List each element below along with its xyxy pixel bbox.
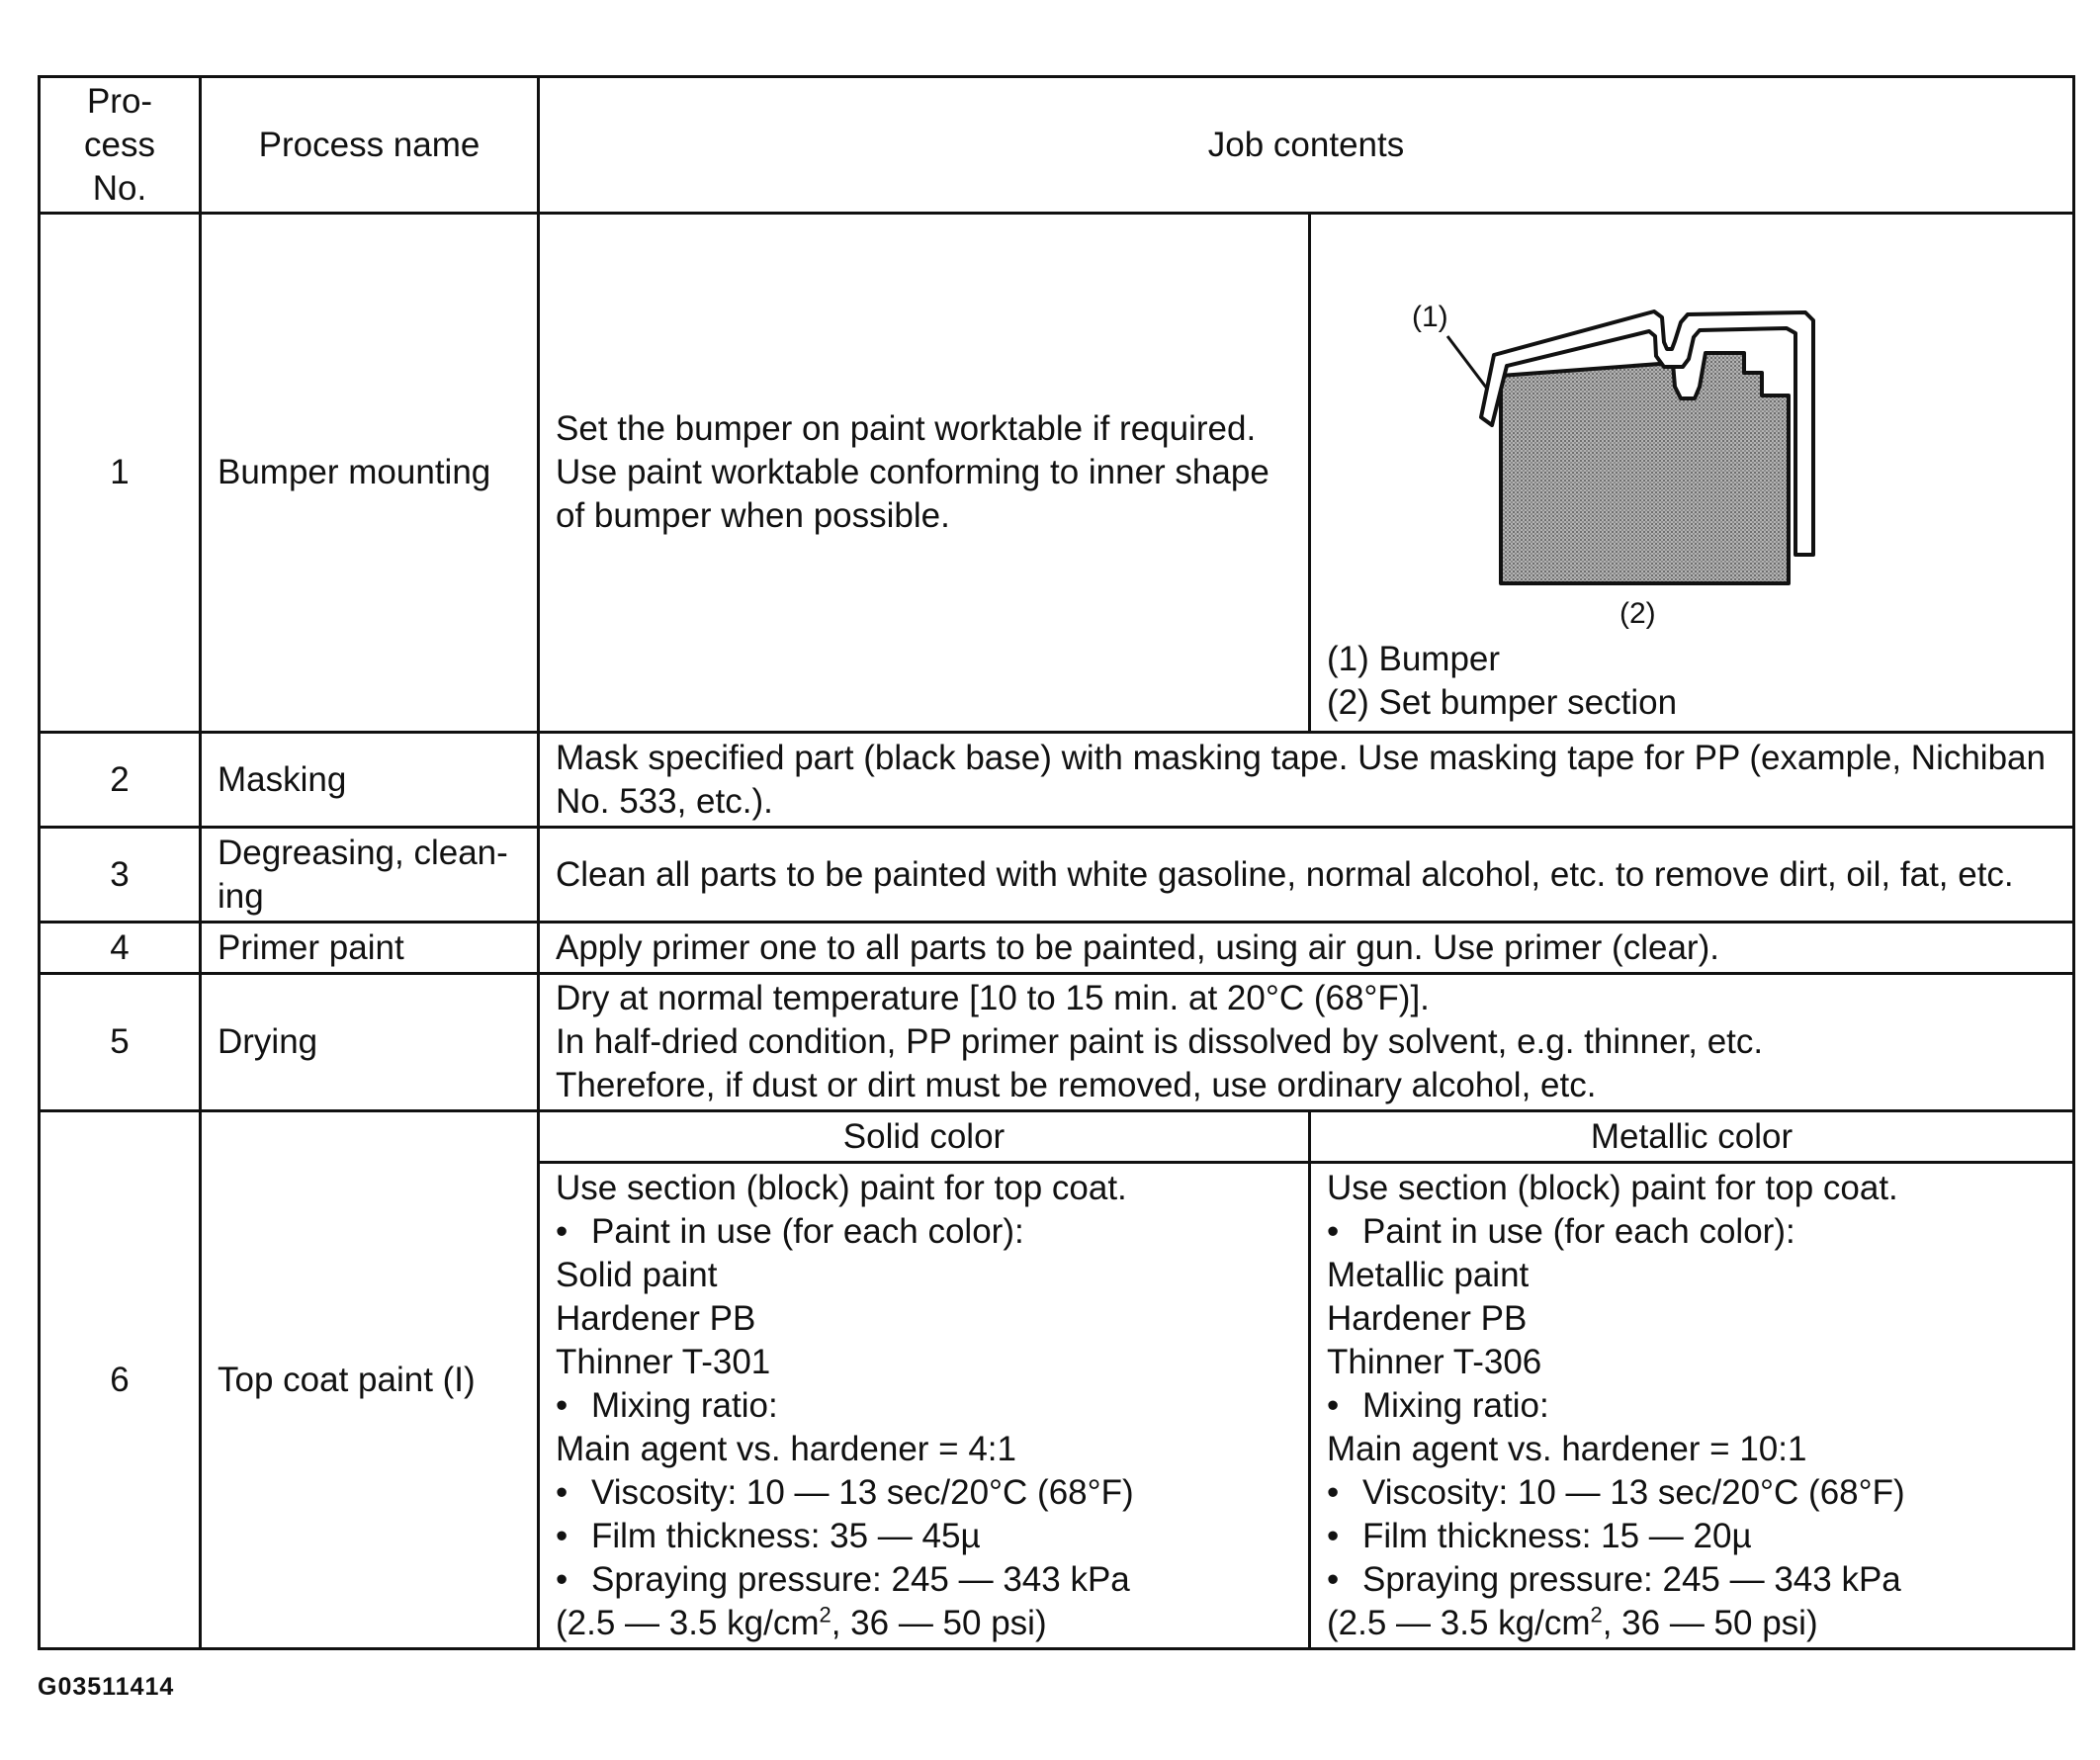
job-contents: Apply primer one to all parts to be painted, using air gun. Use primer (clear).: [539, 923, 2074, 974]
figure-code: G03511414: [38, 1673, 175, 1701]
table-row: [40, 974, 2074, 1111]
process-name: Masking: [201, 733, 539, 828]
bumper-diagram: [1327, 242, 2098, 638]
header-job-contents: Job contents: [539, 77, 2074, 214]
process-no: 1: [40, 214, 201, 733]
table-row: [40, 733, 2074, 828]
bumper-leader-line: [1447, 336, 1487, 389]
process-no: 6: [40, 1111, 201, 1649]
job-contents: Set the bumper on paint worktable if required. Use paint worktable conforming to inner shape of bumper when possible.: [539, 214, 1310, 733]
job-contents: Clean all parts to be painted with white gasoline, normal alcohol, etc. to remove dirt, oil, fat, etc.: [539, 828, 2074, 923]
table-row: [40, 828, 2074, 923]
process-name: Drying: [201, 974, 539, 1111]
process-name: Degreasing, clean- ing: [201, 828, 539, 923]
label-2: (2): [1619, 597, 1656, 630]
metallic-color-heading: Metallic color: [1310, 1111, 2074, 1163]
process-name: Primer paint: [201, 923, 539, 974]
header-process-no: Pro- cess No.: [40, 77, 201, 214]
process-name: Top coat paint (I): [201, 1111, 539, 1649]
process-table: [38, 75, 2075, 1650]
legend-set-bumper-section: (2) Set bumper section: [1327, 683, 1678, 722]
table-row: [40, 1111, 2074, 1163]
bumper-figure-cell: [1310, 214, 2074, 733]
process-no: 4: [40, 923, 201, 974]
solid-color-contents: Use section (block) paint for top coat. • Paint in use (for each color): Solid paint Hardener PB Thinner T-301 • Mixing ratio: Main agent vs. hardener = 4:1 • Viscosity: 10 — 13 sec/20°C (68°F) • Film thickness: 35 — 45µ • Spraying pressure: 245 — 343 kPa (2.5 — 3.5 $kg/cm^2$, 36 — 50 psi): [539, 1163, 1310, 1649]
job-contents: Mask specified part (black base) with masking tape. Use masking tape for PP (example, Nichiban No. 533, etc.).: [539, 733, 2074, 828]
process-no: 3: [40, 828, 201, 923]
table-row: [40, 923, 2074, 974]
header-row: [40, 77, 2074, 214]
process-no: 2: [40, 733, 201, 828]
label-1: (1): [1412, 301, 1448, 333]
legend-bumper: (1) Bumper: [1327, 640, 1501, 678]
job-contents: Dry at normal temperature [10 to 15 min. at 20°C (68°F)]. In half-dried condition, PP primer paint is dissolved by solvent, e.g. thinner, etc. Therefore, if dust or dirt must be removed, use ordinary alcohol, etc.: [539, 974, 2074, 1111]
process-name: Bumper mounting: [201, 214, 539, 733]
metallic-color-contents: Use section (block) paint for top coat. • Paint in use (for each color): Metallic paint Hardener PB Thinner T-306 • Mixing ratio: Main agent vs. hardener = 10:1 • Viscosity: 10 — 13 sec/20°C (68°F) • Film thickness: 15 — 20µ • Spraying pressure: 245 — 343 kPa (2.5 — 3.5 $kg/cm^2$, 36 — 50 psi): [1310, 1163, 2074, 1649]
set-bumper-section: [1501, 353, 1789, 583]
process-no: 5: [40, 974, 201, 1111]
solid-color-heading: Solid color: [539, 1111, 1310, 1163]
header-process-name: Process name: [201, 77, 539, 214]
table-row: [40, 214, 2074, 733]
